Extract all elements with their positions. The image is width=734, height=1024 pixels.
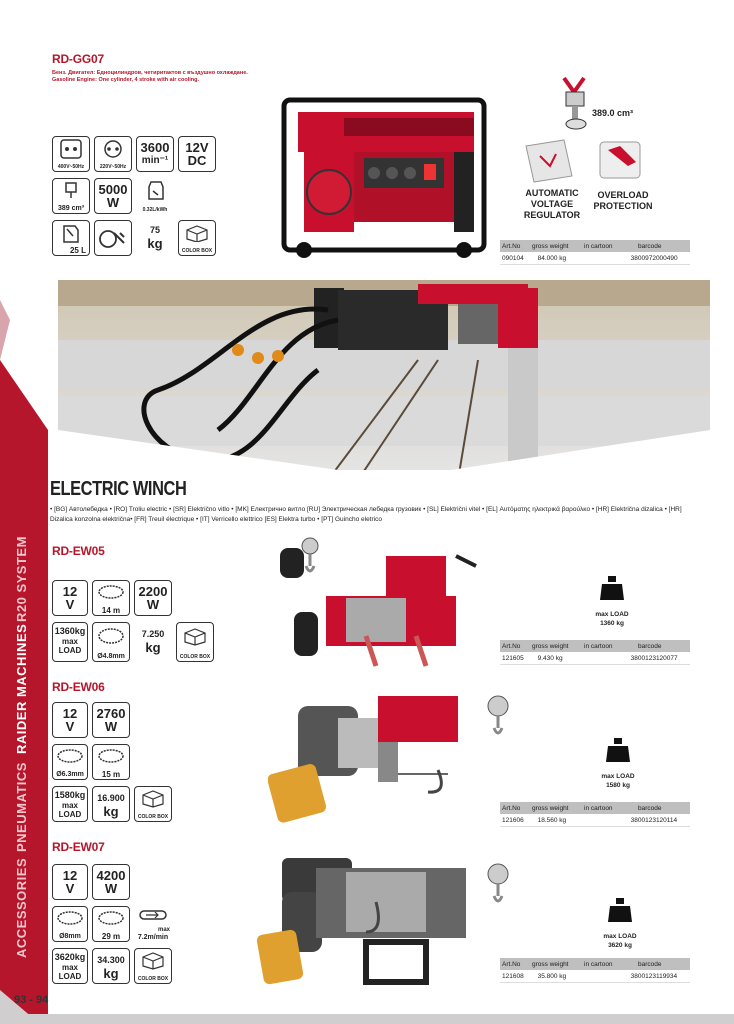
fuel-consumption-icon: 0.32L/kWh (136, 178, 174, 214)
table-header: Art.No gross weight in cartoon barcode (500, 958, 690, 970)
table-row: 121606 18.560 kg 3800123120114 (500, 814, 690, 827)
ew05-weight-icon (598, 574, 626, 602)
ew06-weight-icon (604, 736, 632, 764)
ew07-max-load: max LOAD 3620 kg (603, 933, 637, 949)
weight-badge: 75 kg (136, 220, 174, 256)
ew07-load-badge: 3620kg max LOAD (52, 948, 88, 984)
ew06-voltage-badge: 12 V (52, 702, 88, 738)
table-header: Art.No gross weight in cartoon barcode (500, 802, 690, 814)
ew07-color-box-icon: COLOR BOX (134, 948, 172, 984)
ew07-power-badge: 4200 W (92, 864, 130, 900)
engine-4stroke-icon (94, 220, 132, 256)
overload-protection-label: OVERLOAD PROTECTION (593, 190, 653, 211)
ew06-color-box-icon: COLOR BOX (134, 786, 172, 822)
ew05-power-badge: 2200 W (134, 580, 172, 616)
page-numbers: 93 - 94 (14, 994, 49, 1006)
ew07-weight-icon (606, 896, 634, 924)
table-row: 121605 9.430 kg 3800123120077 (500, 652, 690, 665)
generator-model: RD-GG07 (52, 52, 104, 66)
sidebar-section-pneumatics[interactable]: PNEUMATICS (14, 762, 29, 852)
rpm-badge: 3600 min⁻¹ (136, 136, 174, 172)
table-row: 090104 84.000 kg 3800972000490 (500, 252, 690, 265)
table-row: 121608 35.800 kg 3800123119934 (500, 970, 690, 983)
color-box-icon: COLOR BOX (178, 220, 216, 256)
engine-displacement: 389.0 cm³ (592, 108, 634, 118)
dc-output-badge: 12V DC (178, 136, 216, 172)
winch-translations: • [BG] Автолебедка • [RO] Troliu electric • [SR] Električno vitlo • [MK] Електрично витло [RU] Электрическая лебедка грузовик • [SL] Električni vitel • [EL] Αυτόματης ηλεκτρικά βαρούλκο • [HR] Električna dizalica • [HR] Dizalica konzolna električna• [FR] Treuil électrique • [IT] Verricello elettrico [ES] Elektra turbo • [PT] Guincho eletrico (50, 506, 682, 523)
ew05-rope-diameter-icon: Ø4.8mm (92, 622, 130, 662)
ew07-model: RD-EW07 (52, 840, 105, 854)
ew07-pulley-icon (484, 862, 514, 912)
socket-400v-icon: 400V~50Hz (52, 136, 90, 172)
engine-piston-icon (554, 72, 598, 132)
ew07-speed-icon: max 7.2m/min (134, 906, 172, 942)
sidebar (0, 0, 50, 1024)
fuel-tank-icon: 25 L (52, 220, 90, 256)
ew07-rope-length-icon: 29 m (92, 906, 130, 942)
ew06-weight-badge: 16.900 kg (92, 786, 130, 822)
overload-protection-icon (592, 136, 648, 186)
ew05-voltage-badge: 12 V (52, 580, 88, 616)
ew07-rope-diameter-icon: Ø8mm (52, 906, 88, 942)
winch-banner-image (58, 280, 710, 480)
power-badge: 5000 W (94, 178, 132, 214)
ew05-weight-badge: 7.250 kg (134, 622, 172, 662)
ew06-max-load: max LOAD 1580 kg (601, 773, 635, 789)
voltage-regulator-icon (520, 136, 578, 186)
ew05-load-badge: 1360kg max LOAD (52, 622, 88, 662)
ew06-power-badge: 2760 W (92, 702, 130, 738)
ew07-table (500, 958, 690, 983)
ew05-rope-length-icon: 14 m (92, 580, 130, 616)
ew06-rope-diameter-icon: Ø6.3mm (52, 744, 88, 780)
sidebar-section-r20-system[interactable]: R20 SYSTEM (14, 536, 29, 622)
ew06-pulley-icon (484, 694, 514, 744)
generator-desc-bg: Бенз. Двигател: Едноцилиндров, четиритактов с въздушно охлаждане. (52, 70, 248, 76)
table-header: Art.No gross weight in cartoon barcode (500, 240, 690, 252)
ew07-weight-badge: 34.300 kg (92, 948, 130, 984)
table-header: Art.No gross weight in cartoon barcode (500, 640, 690, 652)
ew07-voltage-badge: 12 V (52, 864, 88, 900)
ew05-color-box-icon: COLOR BOX (176, 622, 214, 662)
ew05-max-load: max LOAD 1360 kg (595, 611, 629, 627)
sidebar-section-raider-machines[interactable]: RAIDER MACHINES (14, 623, 29, 754)
ew06-rope-length-icon: 15 m (92, 744, 130, 780)
socket-220v-icon: 220V~50Hz (94, 136, 132, 172)
generator-image (274, 92, 494, 262)
ew05-winch-image (276, 536, 486, 670)
ew06-model: RD-EW06 (52, 680, 105, 694)
ew05-model: RD-EW05 (52, 544, 105, 558)
ew06-table (500, 802, 690, 827)
ew05-table (500, 640, 690, 665)
ew06-winch-image (268, 694, 478, 828)
generator-desc-en: Gasoline Engine: One cylinder, 4 stroke with air cooling. (52, 77, 200, 83)
automatic-voltage-regulator-label: AUTOMATIC VOLTAGE REGULATOR (523, 188, 581, 220)
ew07-winch-image (256, 852, 472, 1002)
sidebar-section-accessories[interactable]: ACCESSORIES (14, 857, 29, 958)
ew06-load-badge: 1580kg max LOAD (52, 786, 88, 822)
electric-winch-title: ELECTRIC WINCH (50, 478, 187, 500)
generator-table (500, 240, 690, 265)
displacement-icon: 389 cm³ (52, 178, 90, 214)
